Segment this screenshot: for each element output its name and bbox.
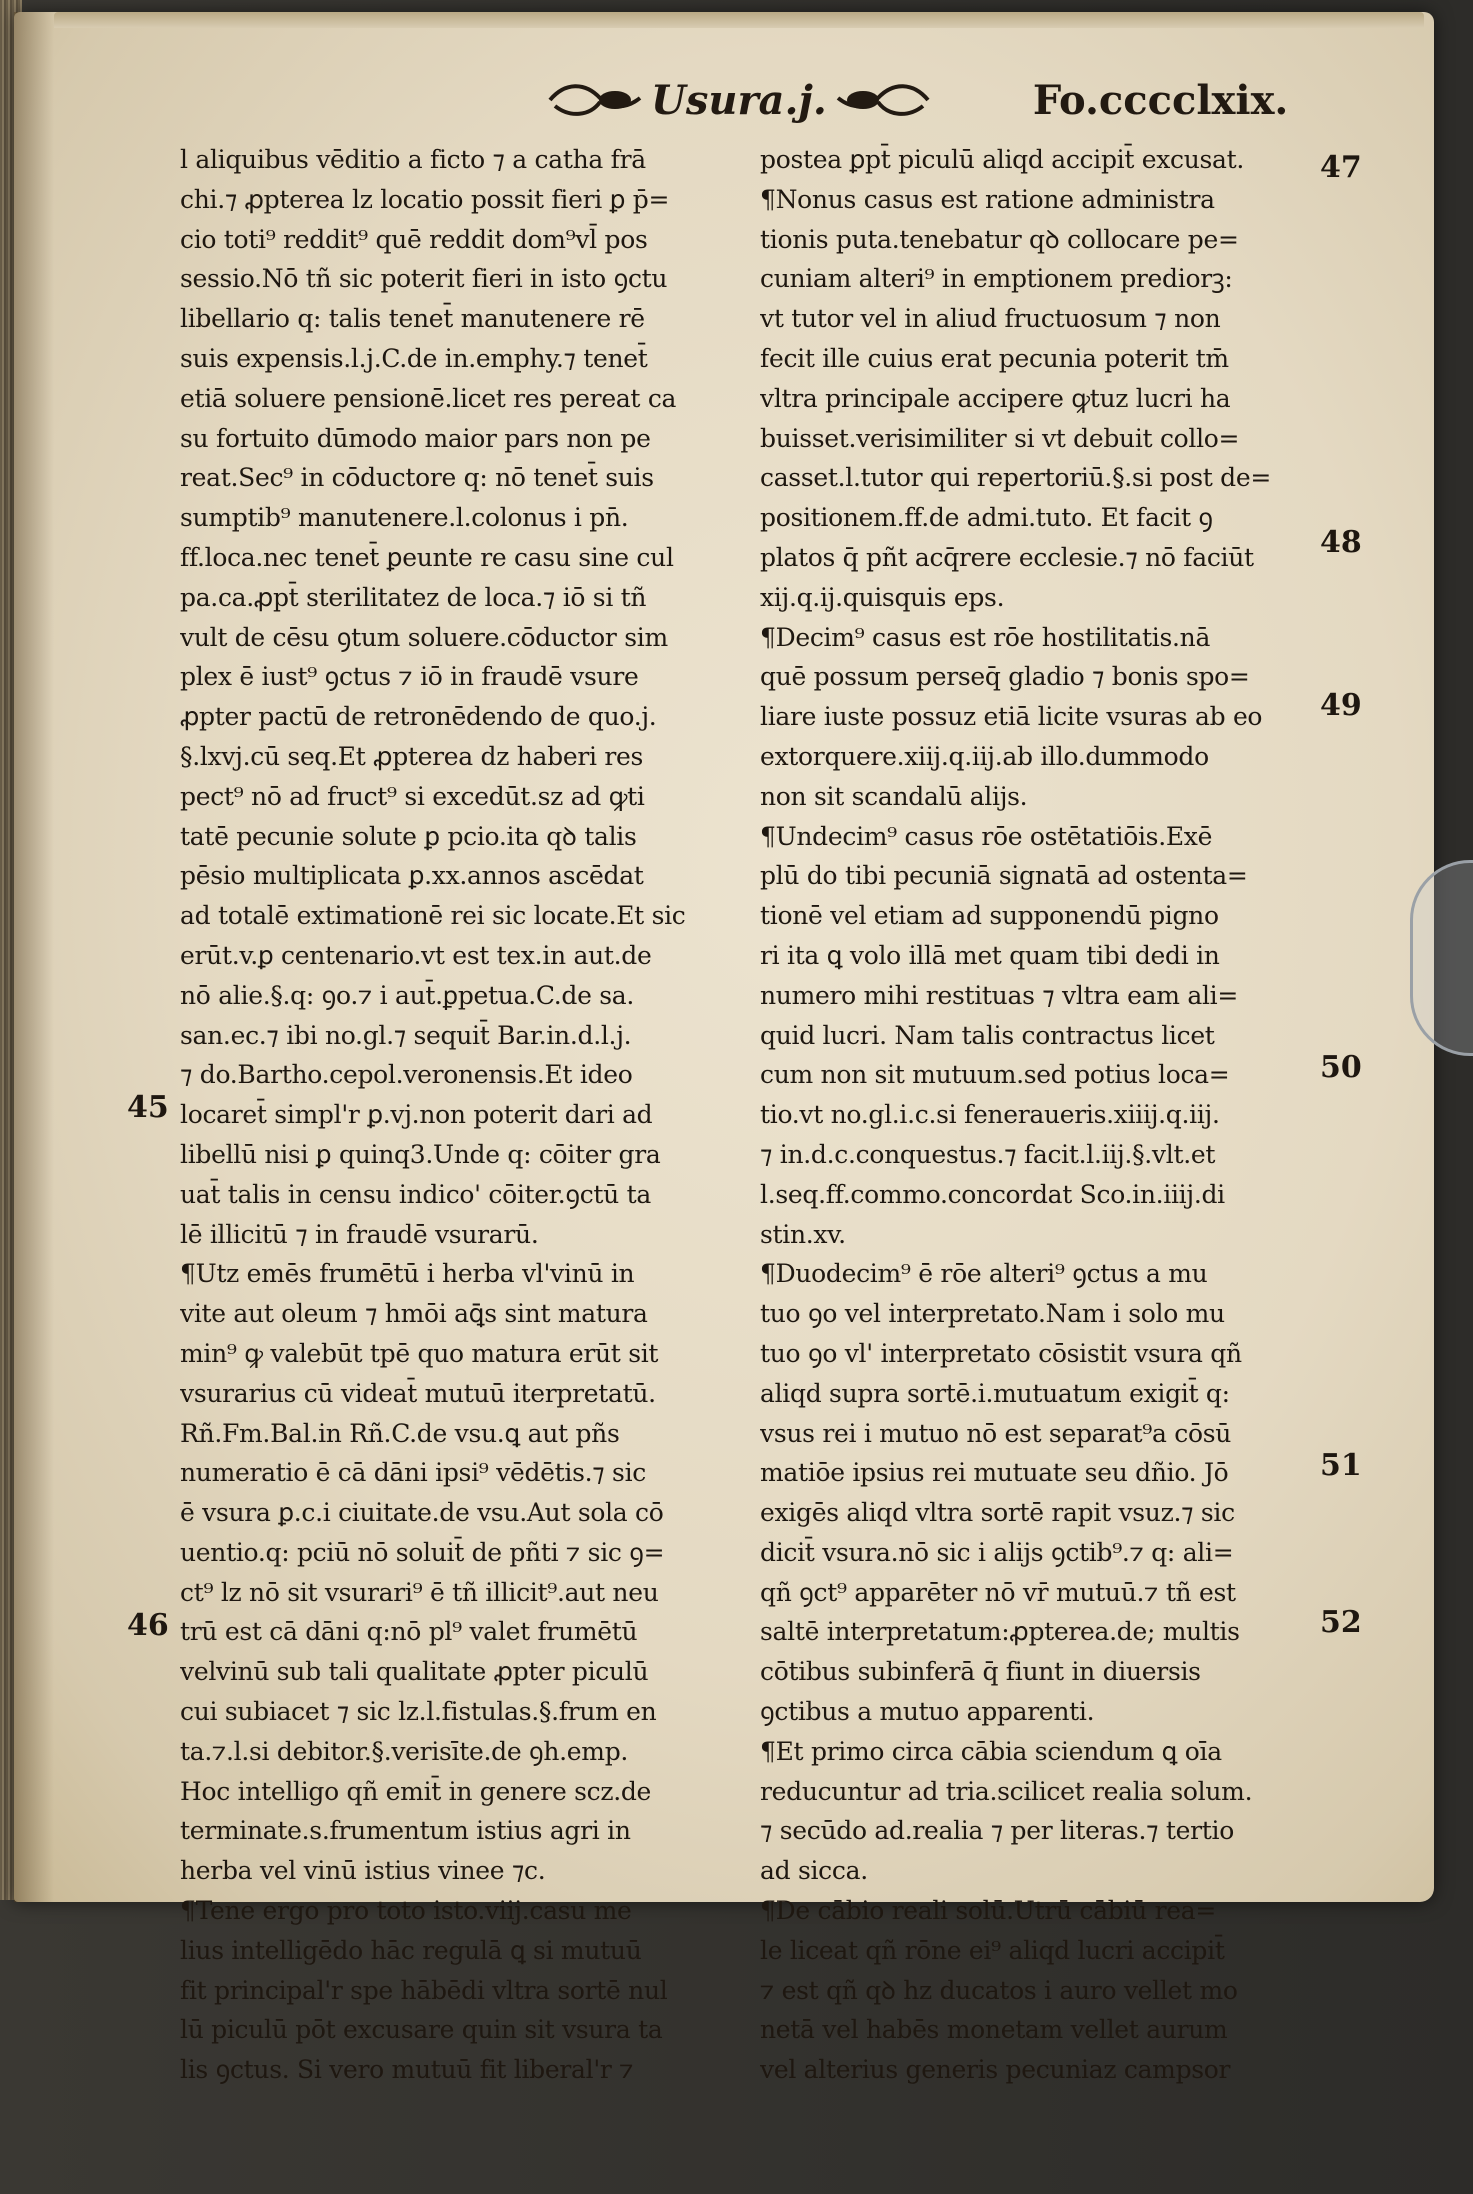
gutter-shadow xyxy=(14,12,54,1902)
text-line: velvinū sub tali qualitate ꝓpter piculū xyxy=(180,1657,649,1687)
text-line: casset.l.tutor qui repertoriū.§.si post de= xyxy=(760,463,1272,493)
text-line: dicit̄ vsura.nō sic i alijs ꝯctib⁹.⁊ q: ali= xyxy=(760,1537,1234,1567)
text-line: vsus rei i mutuo nō est separat⁹a cōsū xyxy=(760,1418,1232,1448)
text-line: herba vel vinū istius vinee ⁊c. xyxy=(180,1856,546,1886)
text-line: su fortuito dūmodo maior pars non pe xyxy=(180,423,651,453)
text-line: ¶Undecim⁹ casus rōe ostētatiōis.Exē xyxy=(760,821,1213,851)
text-line: cōtibus subinferā q̄ fiunt in diuersis xyxy=(760,1657,1201,1687)
text-line: ⁊ in.d.c.conquestus.⁊ facit.l.iij.§.vlt.et xyxy=(760,1139,1216,1169)
text-line: ¶Et primo circa cābia sciendum ꝗ oīa xyxy=(760,1736,1222,1766)
page-header xyxy=(545,70,1345,130)
text-line: lē illicitū ⁊ in fraudē vsurarū. xyxy=(180,1219,539,1249)
text-line: suis expensis.l.j.C.de in.emphy.⁊ tenet̄ xyxy=(180,343,648,373)
right-text-column xyxy=(760,140,1325,2090)
text-line: numeratio ē cā dāni ipsi⁹ vēdētis.⁊ sic xyxy=(180,1458,646,1488)
text-line: Rñ.Fm.Bal.in Rñ.C.de vsu.ꝗ aut pñs xyxy=(180,1418,620,1448)
running-head: Usura.j. xyxy=(651,76,827,124)
text-line: platos q̄ pñt acq̄rere ecclesie.⁊ nō faciūt xyxy=(760,542,1254,572)
text-line: reducuntur ad tria.scilicet realia solum. xyxy=(760,1776,1253,1806)
text-line: non sit scandalū alijs. xyxy=(760,781,1028,811)
text-line: vltra principale accipere ꝙtuz lucri ha xyxy=(760,383,1231,413)
text-line: exigēs aliqd vltra sortē rapit vsuz.⁊ sic xyxy=(760,1498,1235,1528)
text-line: ad totalē extimationē rei sic locate.Et sic xyxy=(180,901,686,931)
text-line: ¶Tene ergo pro toto isto.viij.casu me xyxy=(180,1896,632,1926)
text-line: nō alie.§.q: ꝯo.⁊ i aut̄.ꝑpetua.C.de sa. xyxy=(180,980,635,1010)
text-line: ꝯctibus a mutuo apparenti. xyxy=(760,1697,1095,1727)
text-line: plex ē iust⁹ ꝯctus ⁊ iō in fraudē vsure xyxy=(180,662,639,692)
left-text-column xyxy=(180,140,745,2090)
text-line: ad sicca. xyxy=(760,1856,868,1886)
text-line: vite aut oleum ⁊ hmōi aꝗ̄s sint matura xyxy=(180,1299,648,1329)
text-line: tio.vt no.gl.i.c.si feneraueris.xiiij.q.iij. xyxy=(760,1100,1220,1130)
text-line: lū piculū pōt excusare quin sit vsura ta xyxy=(180,2015,663,2045)
text-line: postea ꝑpt̄ piculū aliqd accipit̄ excusat. xyxy=(760,145,1245,174)
text-line: pēsio multiplicata ꝑ.xx.annos ascēdat xyxy=(180,861,644,891)
text-line: saltē interpretatum:ꝓpterea.de; multis xyxy=(760,1617,1240,1647)
page-top-edge xyxy=(54,12,1424,28)
text-line: ⁊ est qñ qꝺ hz ducatos i auro vellet mo xyxy=(760,1975,1238,2005)
fleuron-right-icon xyxy=(833,80,933,120)
text-line: positionem.ff.de admi.tuto. Et facit ꝯ xyxy=(760,503,1213,533)
text-line: tionē vel etiam ad supponendū pigno xyxy=(760,901,1219,931)
text-line: cuniam alteri⁹ in emptionem prediorꝫ: xyxy=(760,264,1233,294)
margin-number-46: 46 xyxy=(127,1608,169,1643)
text-line: aliqd supra sortē.i.mutuatum exigit̄ q: xyxy=(760,1378,1230,1408)
page-clip xyxy=(1410,860,1473,1056)
text-line: stin.xv. xyxy=(760,1219,846,1249)
text-line: vt tutor vel in aliud fructuosum ⁊ non xyxy=(760,304,1221,334)
text-line: erūt.v.ꝑ centenario.vt est tex.in aut.de xyxy=(180,940,652,970)
text-line: libellū nisi ꝑ quinq3.Unde q: cōiter gra xyxy=(180,1139,661,1169)
text-line: ꝓpter pactū de retronēdendo de quo.j. xyxy=(180,702,657,732)
text-line: ¶Decim⁹ casus est rōe hostilitatis.nā xyxy=(760,622,1211,652)
text-line: lius intelligēdo hāc regulā ꝗ si mutuū xyxy=(180,1935,642,1965)
text-line: terminate.s.frumentum istius agri in xyxy=(180,1816,631,1846)
text-line: cum non sit mutuum.sed potius loca= xyxy=(760,1060,1230,1090)
text-line: buisset.verisimiliter si vt debuit collo= xyxy=(760,423,1240,453)
text-line: etiā soluere pensionē.licet res pereat ca xyxy=(180,383,677,413)
text-line: Hoc intelligo qñ emit̄ in genere scz.de xyxy=(180,1776,652,1806)
text-line: xij.q.ij.quisquis eps. xyxy=(760,582,1005,612)
text-line: pa.ca.ꝓpt̄ sterilitatez de loca.⁊ iō si tñ xyxy=(180,582,647,612)
text-line: libellario q: talis tenet̄ manutenere rē xyxy=(180,304,645,334)
text-line: cio toti⁹ reddit⁹ quē reddit dom⁹vl̄ pos xyxy=(180,224,648,254)
text-line: min⁹ ꝙ valebūt tpē quo matura erūt sit xyxy=(180,1338,659,1368)
text-line: qñ ꝯct⁹ apparēter nō vr̄ mutuū.⁊ tñ est xyxy=(760,1577,1236,1607)
text-line: fit principal'r spe hābēdi vltra sortē nul xyxy=(180,1975,668,2005)
text-line: pect⁹ nō ad fruct⁹ si excedūt.sz ad ꝙti xyxy=(180,781,645,811)
text-line: matiōe ipsius rei mutuate seu dñio. Jō xyxy=(760,1458,1229,1488)
text-line: tuo ꝯo vl' interpretato cōsistit vsura qñ xyxy=(760,1338,1242,1368)
text-line: fecit ille cuius erat pecunia poterit tm̄ xyxy=(760,343,1229,373)
text-line: ct⁹ lz nō sit vsurari⁹ ē tñ illicit⁹.aut neu xyxy=(180,1577,659,1607)
text-line: san.ec.⁊ ibi no.gl.⁊ sequit̄ Bar.in.d.l.j. xyxy=(180,1020,632,1050)
text-line: quē possum perseq̄ gladio ⁊ bonis spo= xyxy=(760,662,1250,692)
text-line: reat.Sec⁹ in cōductore q: nō tenet̄ suis xyxy=(180,463,654,493)
text-line: locaret̄ simpl'r ꝑ.vj.non poterit dari ad xyxy=(180,1100,653,1130)
text-line: ⁊ secūdo ad.realia ⁊ per literas.⁊ tertio xyxy=(760,1816,1234,1846)
text-line: l.seq.ff.commo.concordat Sco.in.iiij.di xyxy=(760,1179,1225,1209)
text-line: ff.loca.nec tenet̄ ꝑeunte re casu sine cul xyxy=(180,542,674,572)
text-line: sumptib⁹ manutenere.l.colonus i pn̄. xyxy=(180,503,629,533)
text-line: tuo ꝯo vel interpretato.Nam i solo mu xyxy=(760,1299,1225,1329)
text-line: l aliquibus vēditio a ficto ⁊ a catha frā xyxy=(180,145,646,174)
text-line: tatē pecunie solute ꝑ pcio.ita qꝺ talis xyxy=(180,821,637,851)
margin-number-50: 50 xyxy=(1320,1050,1362,1085)
text-line: extorquere.xiij.q.iij.ab illo.dummodo xyxy=(760,741,1209,771)
text-line: vult de cēsu ꝯtum soluere.cōductor sim xyxy=(180,622,668,652)
text-line: ta.⁊.l.si debitor.§.verisīte.de ꝯh.emp. xyxy=(180,1736,629,1766)
text-line: ri ita ꝗ volo illā met quam tibi dedi in xyxy=(760,940,1220,970)
text-line: uat̄ talis in censu indico' cōiter.ꝯctū ta xyxy=(180,1179,651,1209)
text-line: quid lucri. Nam talis contractus licet xyxy=(760,1020,1215,1050)
text-line: ¶Duodecim⁹ ē rōe alteri⁹ ꝯctus a mu xyxy=(760,1259,1208,1289)
folio-number: Fo.cccclxix. xyxy=(1032,76,1289,124)
text-line: le liceat qñ rōne ei⁹ aliqd lucri accipit̄ xyxy=(760,1935,1225,1965)
text-line: tionis puta.tenebatur qꝺ collocare pe= xyxy=(760,224,1239,254)
text-line: ē vsura ꝑ.c.i ciuitate.de vsu.Aut sola cō xyxy=(180,1498,664,1528)
fleuron-left-icon xyxy=(545,80,645,120)
text-line: cui subiacet ⁊ sic lz.l.fistulas.§.frum en xyxy=(180,1697,657,1727)
margin-number-52: 52 xyxy=(1320,1605,1362,1640)
text-line: ¶Nonus casus est ratione administra xyxy=(760,184,1215,214)
text-line: sessio.Nō tñ sic poterit fieri in isto ꝯctu xyxy=(180,264,668,294)
text-line: uentio.q: pciū nō soluit̄ de pñti ⁊ sic ꝯ= xyxy=(180,1537,665,1567)
text-line: ¶De cābio reali solū.Utrū cābiū rea= xyxy=(760,1896,1216,1926)
text-line: vsurarius cū videat̄ mutuū iterpretatū. xyxy=(180,1378,656,1408)
text-line: ⁊ do.Bartho.cepol.veronensis.Et ideo xyxy=(180,1060,633,1090)
text-line: vel alterius generis pecuniaz campsor xyxy=(760,2055,1231,2085)
margin-number-51: 51 xyxy=(1320,1448,1362,1483)
margin-number-47: 47 xyxy=(1320,150,1362,185)
margin-number-49: 49 xyxy=(1320,688,1362,723)
margin-number-45: 45 xyxy=(127,1090,169,1125)
text-line: liare iuste possuz etiā licite vsuras ab eo xyxy=(760,702,1263,732)
text-line: ¶Utz emēs frumētū i herba vl'vinū in xyxy=(180,1259,635,1289)
text-line: §.lxvj.cū seq.Et ꝓpterea dz haberi res xyxy=(180,741,644,771)
text-line: lis ꝯctus. Si vero mutuū fit liberal'r ⁊ xyxy=(180,2055,634,2085)
text-line: chi.⁊ ꝓpterea lz locatio possit fieri ꝑ p̄= xyxy=(180,184,670,214)
text-line: numero mihi restituas ⁊ vltra eam ali= xyxy=(760,980,1238,1010)
text-line: plū do tibi pecuniā signatā ad ostenta= xyxy=(760,861,1248,891)
margin-number-48: 48 xyxy=(1320,525,1362,560)
text-line: netā vel habēs monetam vellet aurum xyxy=(760,2015,1228,2045)
text-line: trū est cā dāni q:nō pl⁹ valet frumētū xyxy=(180,1617,638,1647)
